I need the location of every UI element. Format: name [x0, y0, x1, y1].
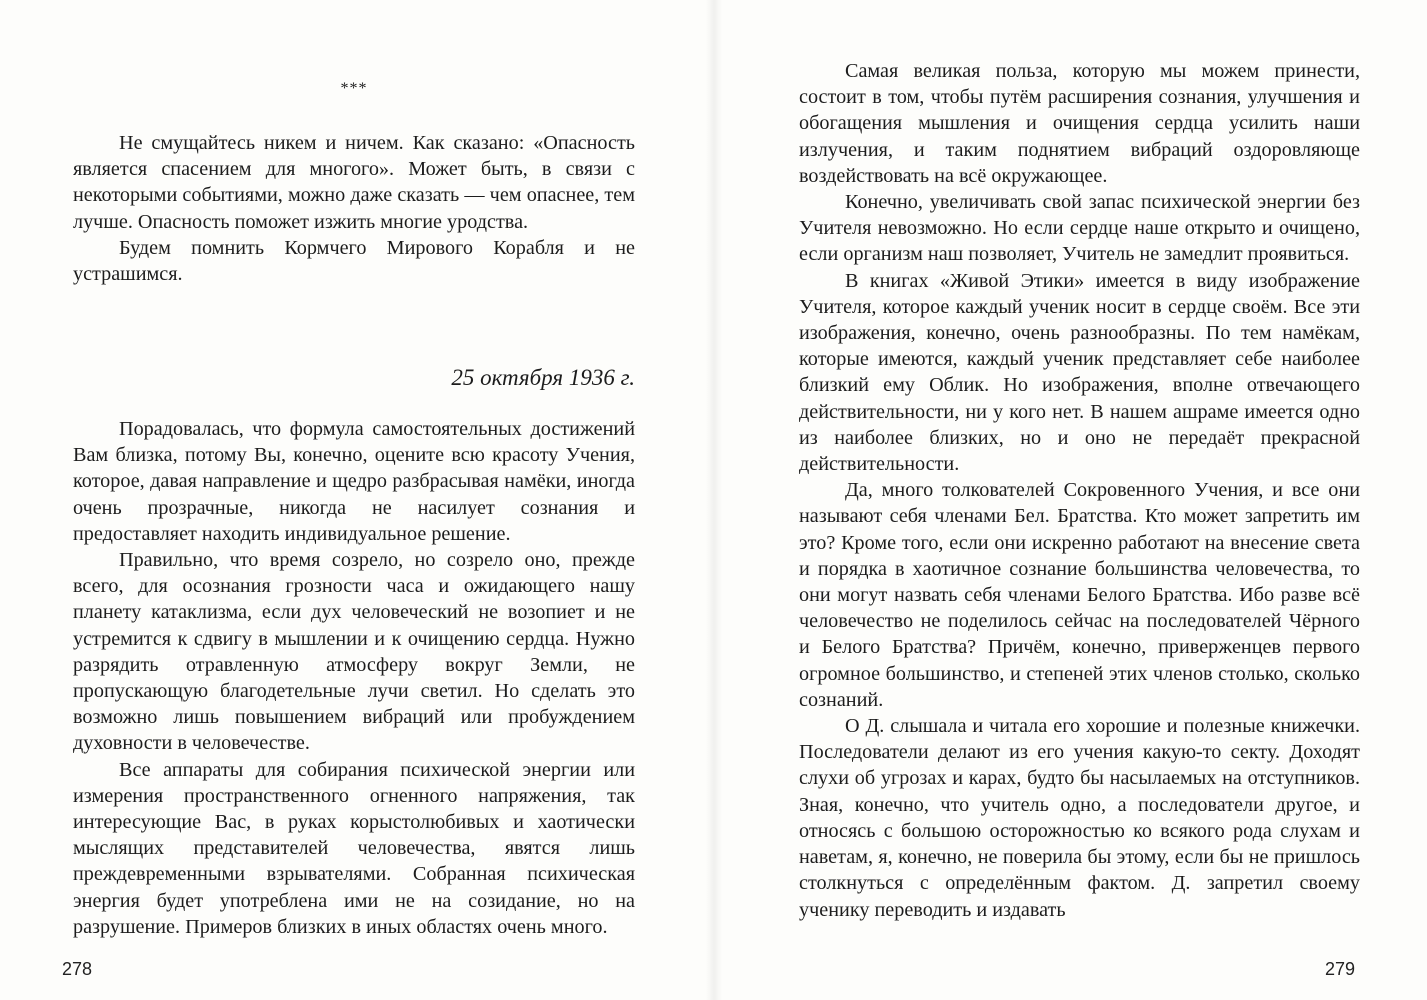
left-main-text: [73, 416, 635, 940]
letter-date-heading: 25 октября 1936 г.: [451, 365, 635, 390]
paragraph: Не смущайтесь никем и ничем. Как сказано: «Опасность является спасением для многого». Может быть, в связи с некоторыми событиями, можно даже сказать — чем опаснее, тем лучше. Опасность поможет изжить многие уродства.: [73, 132, 635, 233]
page-number-right: 279: [1325, 959, 1356, 979]
paragraph: Да, много толкователей Сокровенного Учения, и все они называют себя членами Бел. Братства. Кто может запретить им это? Кроме того, если они искренно работают на внесение света и порядка в хаотичное сознание большинства человечества, то они могут назвать себя членами Белого Братства. Ибо разве всё человечество не поделилось сейчас на последователей Чёрного и Белого Братства? Причём, конечно, приверженцев первого огромное большинство, и степеней этих членов столько, сколько сознаний.: [799, 479, 1360, 711]
right-main-text: [799, 58, 1360, 923]
book-gutter: [706, 0, 722, 1000]
paragraph: Правильно, что время созрело, но созрело оно, прежде всего, для осознания грозности часа и ожидающего нашу планету катаклизма, если дух человеческий не возопиет и не устремится к сдвигу в мышлении и к очищению сердца. Нужно разрядить отравленную атмосферу вокруг Земли, не пропускающую благодетельные лучи светил. Но сделать это возможно лишь повышением вибраций или пробуждением духовности в человечестве.: [73, 549, 635, 755]
paragraph: О Д. слышала и читала его хорошие и полезные книжечки. Последователи делают из его учения какую-то секту. Доходят слухи об угрозах и карах, будто бы насылаемых на отступников. Зная, конечно, что учитель одно, а последователи другое, и относясь с большою осторожностью ко всякого рода слухам и наветам, я, конечно, не поверила бы этому, если бы не пришлось столкнуться с определённым фактом. Д. запретил своему ученику переводить и издавать: [799, 715, 1360, 921]
page-number-left: 278: [62, 959, 93, 979]
paragraph: Самая великая польза, которую мы можем принести, состоит в том, чтобы путём расширения сознания, улучшения и обогащения мышления и очищения сердца усилить наши излучения, и таким поднятием вибраций оздоровляюще воздействовать на всё окружающее.: [799, 60, 1360, 187]
paragraph: Порадовалась, что формула самостоятельных достижений Вам близка, потому Вы, конечно, оцените всю красоту Учения, которое, давая направление и щедро разбрасывая намёки, иногда очень прозрачные, никогда не насилует сознания и предоставляет находить индивидуальное решение.: [73, 418, 635, 545]
left-top-text: [73, 130, 635, 287]
paragraph: Все аппараты для собирания психической энергии или измерения пространственного огненного напряжения, так интересующие Вас, в руках корыстолюбивых и хаотически мыслящих представителей человечества, явятся лишь преждевременными взрывателями. Собранная психическая энергия будет употреблена ими не на созидание, но на разрушение. Примеров близких в иных областях очень много.: [73, 758, 635, 938]
section-separator: ***: [340, 80, 368, 97]
paragraph: Будем помнить Кормчего Мирового Корабля и не устрашимся.: [73, 236, 635, 286]
paragraph: В книгах «Живой Этики» имеется в виду изображение Учителя, которое каждый ученик носит в сердце своём. Все эти изображения, конечно, очень разнообразны. По тем намёкам, которые имеются, каждый ученик представляет себе наиболее близкий ему Облик. Но изображения, вполне отвечающего действительности, ни у кого нет. В нашем ашраме имеется одно из наиболее близких, но и оно не передаёт прекрасной действительности.: [799, 269, 1360, 476]
paragraph: Конечно, увеличивать свой запас психической энергии без Учителя невозможно. Но если сердце наше открыто и очищено, если организм наш позволяет, Учитель не замедлит проявиться.: [799, 191, 1360, 266]
